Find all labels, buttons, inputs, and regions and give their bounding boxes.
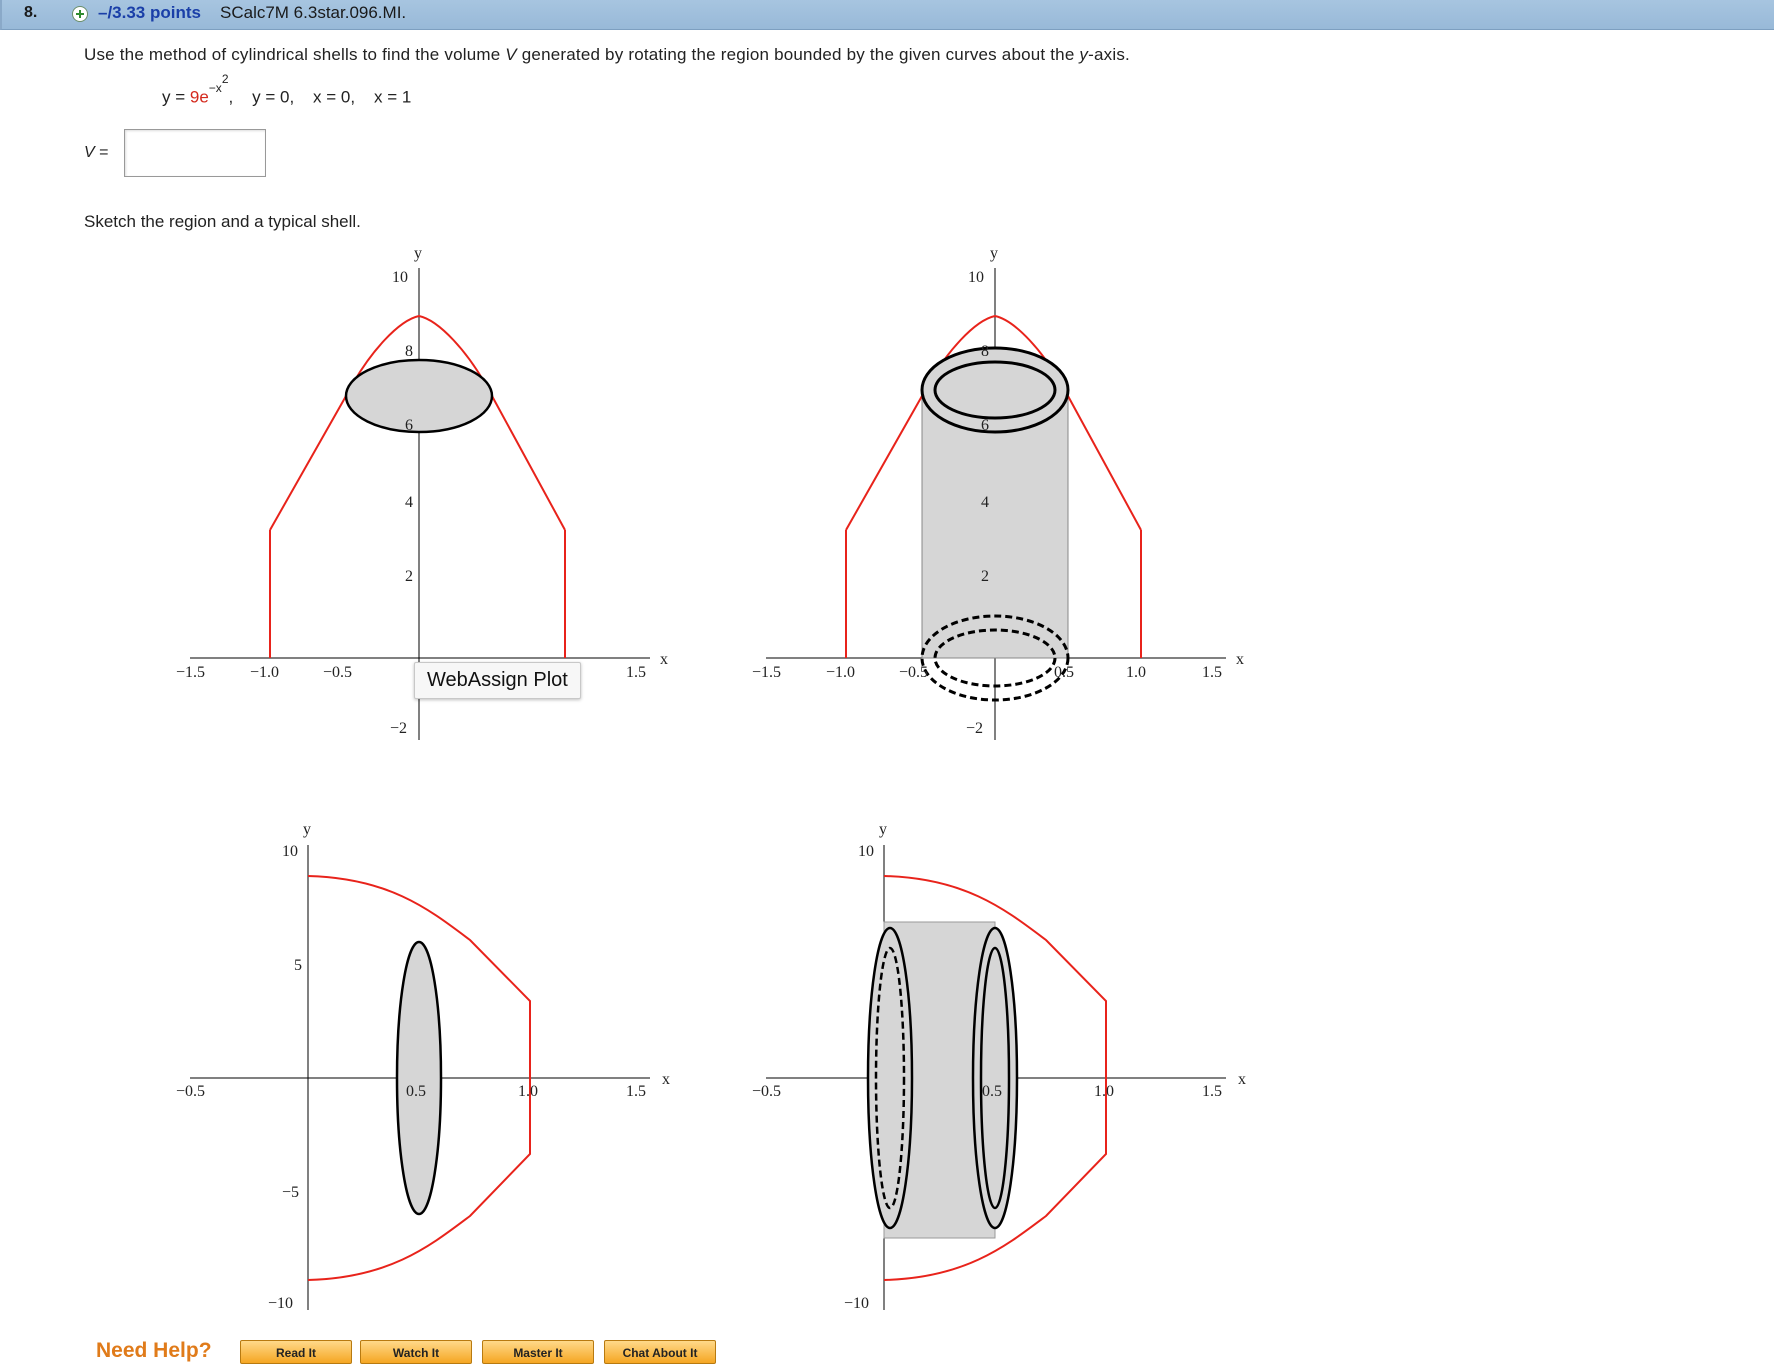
- plot-disk-side: [160, 820, 680, 1320]
- svg-text:5: 5: [294, 957, 302, 974]
- answer-input[interactable]: [124, 129, 266, 177]
- chat-about-it-button[interactable]: Chat About It: [604, 1340, 716, 1364]
- points-label: –/3.33 points: [98, 3, 201, 22]
- xtick-neg1.5: −1.5: [176, 664, 206, 681]
- svg-text:1.5: 1.5: [626, 1083, 646, 1100]
- svg-text:6: 6: [981, 417, 989, 434]
- plot-tooltip: WebAssign Plot: [414, 662, 581, 699]
- svg-text:4: 4: [981, 494, 989, 511]
- ytick-4: 4: [405, 494, 413, 511]
- svg-text:1.5: 1.5: [1202, 1083, 1222, 1100]
- svg-text:−10: −10: [844, 1295, 870, 1312]
- ytick-2: 2: [405, 568, 413, 585]
- svg-text:−2: −2: [966, 720, 984, 737]
- svg-text:0.5: 0.5: [982, 1083, 1002, 1100]
- svg-text:−5: −5: [282, 1184, 300, 1201]
- x-axis-label: x: [660, 651, 668, 668]
- xtick-neg1.0: −1.0: [250, 664, 280, 681]
- svg-text:1.0: 1.0: [1126, 664, 1146, 681]
- read-it-button[interactable]: Read It: [240, 1340, 352, 1364]
- svg-text:0.5: 0.5: [1054, 664, 1074, 681]
- answer-label: V =: [84, 144, 109, 161]
- svg-text:x: x: [1238, 1071, 1246, 1088]
- svg-text:10: 10: [968, 269, 984, 286]
- watch-it-button[interactable]: Watch It: [360, 1340, 472, 1364]
- question-header: [0, 0, 1774, 30]
- svg-text:2: 2: [981, 568, 989, 585]
- svg-text:1.0: 1.0: [518, 1083, 538, 1100]
- ytick-8: 8: [405, 343, 413, 360]
- svg-text:−1.5: −1.5: [752, 664, 782, 681]
- svg-text:8: 8: [981, 343, 989, 360]
- question-id: SCalc7M 6.3star.096.MI.: [220, 3, 407, 22]
- y-axis-label: y: [414, 245, 422, 262]
- svg-text:−1.0: −1.0: [826, 664, 856, 681]
- svg-text:1.0: 1.0: [1094, 1083, 1114, 1100]
- svg-text:10: 10: [282, 843, 298, 860]
- svg-text:x: x: [662, 1071, 670, 1088]
- plot-shell-top: [736, 240, 1256, 750]
- xtick-neg0.5: −0.5: [323, 664, 353, 681]
- question-number: 8.: [24, 4, 38, 21]
- ytick-6: 6: [405, 417, 413, 434]
- svg-text:−0.5: −0.5: [752, 1083, 782, 1100]
- need-help-label: Need Help?: [96, 1339, 212, 1362]
- svg-text:x: x: [1236, 651, 1244, 668]
- plot-shell-side: [736, 820, 1256, 1320]
- svg-text:y: y: [303, 821, 311, 838]
- expand-plus-icon[interactable]: [72, 6, 88, 22]
- svg-text:y: y: [990, 245, 998, 262]
- svg-text:−10: −10: [268, 1295, 294, 1312]
- question-prompt: Use the method of cylindrical shells to find the volume V generated by rotating the region bounded by the given curves about the y-axis.: [84, 45, 1130, 64]
- svg-text:1.5: 1.5: [1202, 664, 1222, 681]
- svg-text:0.5: 0.5: [406, 1083, 426, 1100]
- ytick-neg2: −2: [390, 720, 408, 737]
- ytick-10: 10: [392, 269, 408, 286]
- svg-text:−0.5: −0.5: [176, 1083, 206, 1100]
- sketch-prompt: Sketch the region and a typical shell.: [84, 212, 361, 231]
- svg-text:y: y: [879, 821, 887, 838]
- svg-text:10: 10: [858, 843, 874, 860]
- xtick-1.5: 1.5: [626, 664, 646, 681]
- curve-equations: $y = 9e^{-x^2}$, y = 0, x = 0, x = 1: [162, 72, 412, 107]
- master-it-button[interactable]: Master It: [482, 1340, 594, 1364]
- svg-text:−0.5: −0.5: [899, 664, 929, 681]
